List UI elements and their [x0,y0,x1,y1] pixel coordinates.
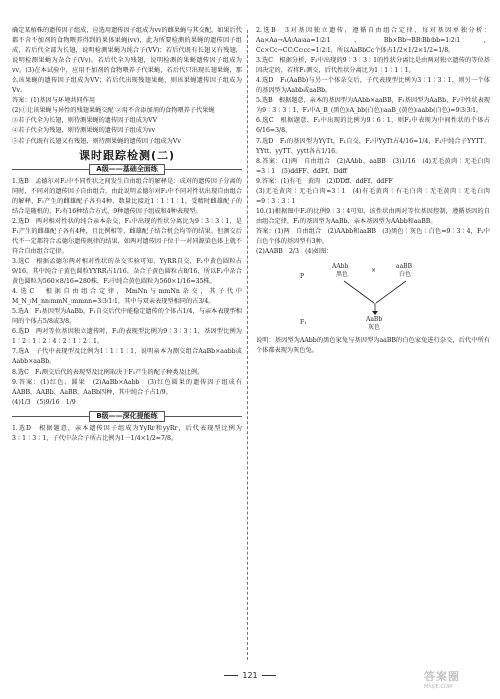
parent2-phenotype: 白色 [399,271,412,279]
answer-item: 8.选C F₁测交后代的表现型及比例取决于F₁产生的配子种类及比例。 [12,368,204,376]
answer-item: 答案：(1)两 自由组合 (2)AAbb和aaBB (3)黑色∶灰色∶白色=9∶3∶4，F₂中白色个体的基因型有3种。 [256,227,490,245]
level-a-label: A级——基础全面练 [89,164,164,175]
answer-item: (2)AABB 2/3 (4)如图： [256,248,333,256]
answer-line: ③若子代全为长翅，则待测果蝇的遗传因子组成为VV [12,117,158,125]
watermark-logo: 答案圈 [424,670,460,683]
right-column [256,26,490,356]
parent2-genotype: aaBB [396,263,412,271]
page-number-rule [224,675,238,676]
answer-item: 2.选B 3对基因独立遗传，遵循自由组合定律，每对基因单独分析：Aa×Aa→AA∶Aa∶aa=1∶2∶1，Bb×Bb→BB∶Bb∶bb=1∶2∶1，Cc×Cc→CC∶Cc∶cc=1∶2∶1，所以AaBbCc个体占1/2×1/2×1/2=1/8。 [256,27,490,55]
answer-item: 6.选D 两对等位基因独立遗传时，F₂的表现型比例为9∶3∶3∶1，基因型比例为1∶2∶1∶2∶4∶2∶1∶2∶1。 [12,328,242,346]
answer-item: 9.答案：(1)红色、圆果 (2)AaBb×Aabb (3)红色圆果的遗传因子组成有AABB、AABb、AaBB、AaBb四种，其中纯合子占1/9。 [12,378,242,396]
p-generation-label: P [300,273,305,281]
answer-line: 答案：(1)基因与环境共同作用 [12,97,96,105]
f1-generation-label: F₁ [300,319,307,327]
answer-line: ④若子代全为残翅，则待测果蝇的遗传因子组成为vv [12,127,156,135]
answer-line: ⑤若子代既有长翅又有残翅，则待测果蝇的遗传因子组成为Vv [12,137,181,145]
answer-item: 5.选A F₁基因型为AaBb，F₁自交后代中能稳定遗传的个体占1/4，与亲本表现型相同的个体占5/8或3/8。 [12,308,242,326]
section-title: 课时跟踪检测(二) [78,148,176,162]
answer-line: (2)①让该果蝇与异性的残翅果蝇交配 ②用不含添加剂的食物喂养子代果蝇 [12,107,215,115]
page-number-rule [262,675,276,676]
divider-rule [165,416,242,417]
answer-item: 7.选D F₁的基因型为YyTt，F₁自交，F₂中YyTt占4/16=1/4，F₂中纯合子YYTT、YYtt、yyTT、yytt各占1/16。 [256,137,490,155]
answer-item: 1.选D 根据题意，亲本遗传因子组成为YyRr和yyRr，后代表现型比例为3∶1∶3∶1，子代中杂合子所占比例为1－1/4×1/2=7/8。 [12,424,242,442]
answer-item: 3.选C 根据分析，F₂中出现的9∶3∶3∶1的性状分离比是由两对独立遗传的等位基因决定的，若将F₁测交，后代性状分离比为1∶1∶1∶1。 [256,57,490,75]
level-b-header [12,411,242,422]
f1-genotype: AaBb [366,316,383,324]
answer-item: 4.选D F₁(AaBb)与另一个体杂交后，子代表现型比例为3∶1∶3∶1，则另一个体的基因型为Aabb或aaBb。 [256,77,490,95]
answer-item: 4.选C 根据自由组合定律，MmNn与mmNn杂交，其子代中M_N_∶M_nn∶mmN_∶mmnn=3∶3∶1∶1，其中与双亲表现型相同的占3/4。 [12,288,242,306]
answer-item: 6.选C 根据题意，F₂中出现的比例为9∶6∶1，则F₂中表现为中间性状的个体占6/16=3/8。 [256,117,490,135]
column-divider [247,30,248,660]
answer-item: 5.选B 根据题意，亲本的基因型为AAbb×aaBB，F₁基因型为AaBb，F₂中性状表现为9∶3∶3∶1，F₂中A_B_(黑色)∶A_bb(白色)∶aaB_(黄色)∶aabb(白色)=9∶3∶3∶1。 [256,97,490,115]
level-b-label: B级——深化提能练 [89,411,164,422]
arrow-icon [372,311,378,315]
cross-symbol: × [371,267,377,275]
f1-phenotype: 灰色 [368,324,381,332]
parent1-genotype: AAbb [332,263,349,271]
closing-note: 说明：基因型为AAbb的黑色家兔与基因型为aaBB的白色家兔进行杂交，后代中所有个体都表现为灰色兔。 [256,337,490,355]
cross-line-left [344,281,374,303]
divider-rule [165,169,242,170]
answer-item: 9.答案：(1)有毛 黄肉 (2)DDff、ddFf、ddFF [256,177,393,185]
answer-item: 10.(1)根据图中F₂的比例9∶3∶4可知，该性状由两对等位基因控制，遵循基因的自由组合定律，F₁的基因型为AaBb，亲本基因型为AAbb和aaBB。 [256,207,490,225]
level-a-header [12,164,242,175]
watermark-url: MXQE.COM [424,684,453,690]
answer-item: (3)无毛黄肉∶无毛白肉=3∶1 (4)有毛黄肉∶有毛白肉∶无毛黄肉∶无毛白肉=9∶3∶3∶1 [256,187,490,205]
answer-item: 2.选D 两对相对性状的纯合亲本杂交，F₂中出现的性状分离比为9∶3∶3∶1，是F₁产生的雌雄配子各有4种，且比例相等，雌雄配子结合机会均等的结果。但测交后代不一定都符合孟德尔遗传规律的结果，如两对遗传因子位于一对同源染色体上就不符合自由组合定律。 [12,217,242,255]
answer-item: 3.选C 根据孟德尔两对相对性状的杂交实验可知，YyRR自交，F₂中黄色圆粒占9/16，其中纯合子黄色圆粒YYRR占1/16，杂合子黄色圆粒占8/16，所以F₂中杂合黄色圆粒为560×8/16=280株，F₂中纯合黄色圆粒为560×1/16=35株。 [12,257,242,286]
cross-line-right [376,281,406,303]
intro-paragraph: 确定某植株的遗传因子组成，应选用遗传因子组成为vv的雌果蝇与其交配，如果后代都不含不加剂的食物喂养得到的果体果蝇(vv)，此为所要检测的果蝇的遗传因子组成，若后代全部为长翅，说明检测果蝇为纯合子(VV)；若后代既有长翅又有残翅，说明检测果蝇为杂合子(Vv)。若后代全为残翅，说明检测的果蝇遗传因子组成为vv。(3)在本试验中，应用不加剂的食物喂养子代果蝇，若后代只出现长翅果蝇，那么该果蝇的遗传因子组成为VV；若后代出现残翅果蝇，则该果蝇遗传因子组成为Vv。 [12,27,242,95]
left-column [12,26,242,444]
page-number-value: 121 [242,671,258,680]
cross-diagram [256,259,490,333]
divider-rule [12,169,89,170]
answer-item: (4)1/3 (5)9/16 1/9 [12,398,76,406]
answer-item: 7.选A 子代中表现型及比例为1∶1∶1∶1，说明亲本为测交组合AaBb×aabb或Aabb×aaBb。 [12,348,242,366]
answer-item: 8.答案：(1)两 自由组合 (2)AAbb、aaBB (3)1/16 (4)无毛黄肉∶无毛白肉=3∶1 (5)ddFF、ddFf、Ddff [256,157,490,175]
divider-rule [12,416,89,417]
parent1-phenotype: 黑色 [336,271,349,279]
answer-item: 1.选B 孟德尔对F₂中不同性状之间发生自由组合的解释是：成对的遗传因子分离的同时，不同对的遗传因子自由组合，由此说明孟德尔对F₂中不同对性状出现自由组合的解释，F₁产生的雌雄配子各有4种，数量比接近1∶1∶1∶1，受精时雌雄配子的结合是随机的，F₂有16种结合方式、9种遗传因子组成和4种表现型。 [12,177,242,215]
